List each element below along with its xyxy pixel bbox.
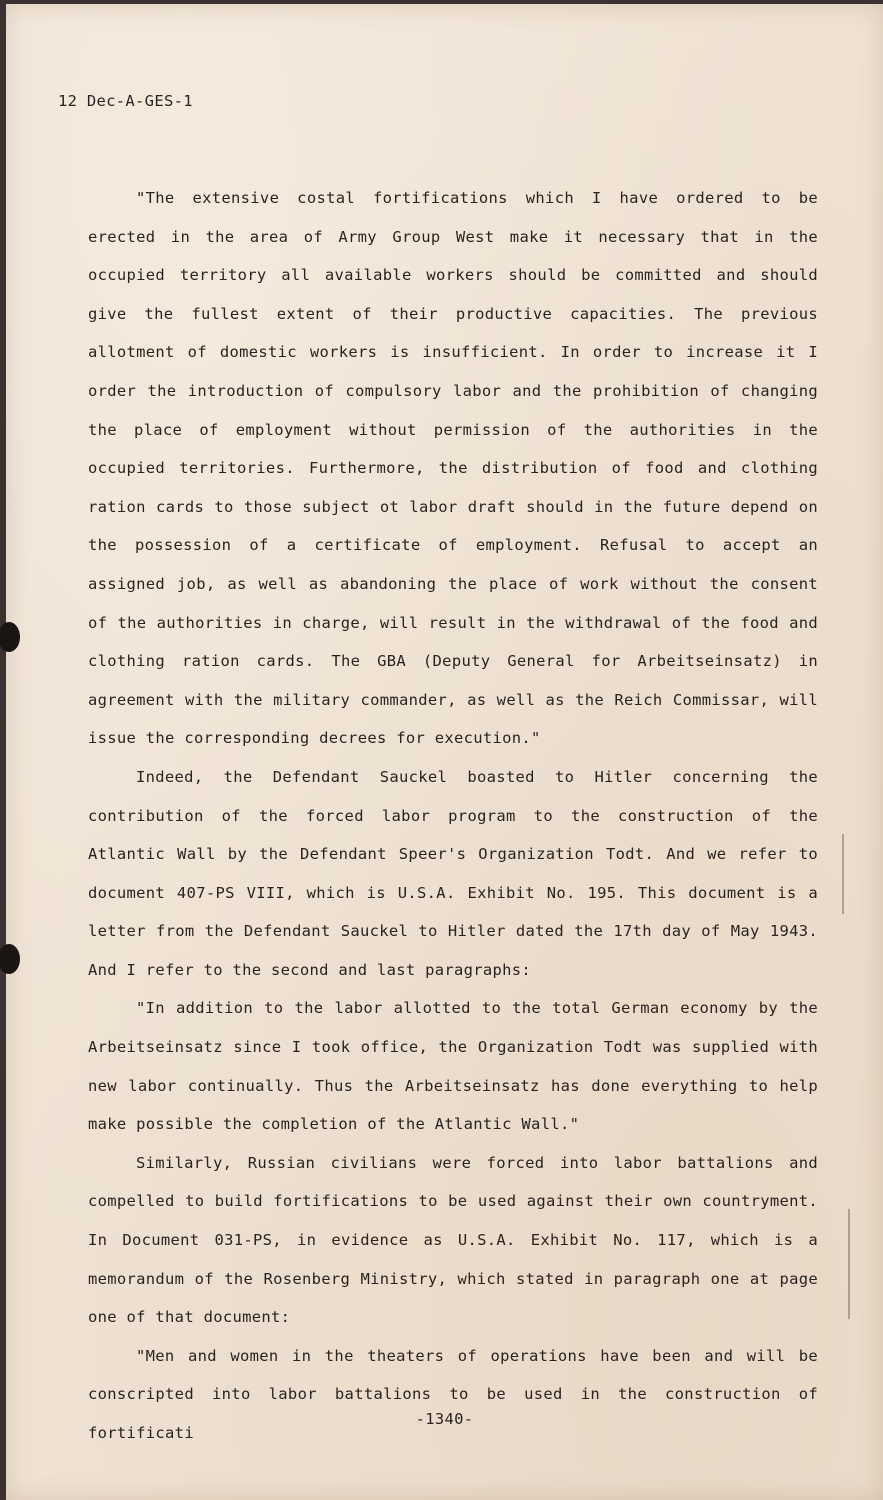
transcript-body bbox=[88, 179, 818, 1453]
quoted-memorandum-paragraph: "Men and women in the theaters of operations have been and will be conscripted into labor battalions to be used in the construction of fortificati bbox=[88, 1346, 818, 1442]
margin-mark bbox=[848, 1209, 850, 1319]
page-number: -1340- bbox=[415, 1410, 474, 1428]
sauckel-paragraph: Indeed, the Defendant Sauckel boasted to Hitler concerning the contribution of the forced labor program to the construction of the Atlantic Wall by the Defendant Speer's Organization Todt. And we refer to document 407-PS VIII, which is U.S.A. Exhibit No. 195. This document is a letter from the Defendant Sauckel to Hitler dated the 17th day of May 1943. And I refer to the second and last paragraphs: bbox=[88, 767, 818, 979]
quoted-order-paragraph: "The extensive costal fortifications which I have ordered to be erected in the area of Army Group West make it necessary that in the occupied territory all available workers should be committed and should give the fullest extent of their productive capacities. The previous allotment of domestic workers is insufficient. In order to increase it I order the introduction of compulsory labor and the prohibition of changing the place of employment without permission of the authorities in the occupied territories. Furthermore, the distribution of food and clothing ration cards to those subject ot labor draft should in the future depend on the possession of a certificate of employment. Refusal to accept an assigned job, as well as abandoning the place of work without the consent of the authorities in charge, will result in the withdrawal of the food and clothing ration cards. The GBA (Deputy General for Arbeitseinsatz) in agreement with the military commander, as well as the Reich Commissar, will issue the corresponding decrees for execution." bbox=[88, 189, 818, 748]
russian-civilians-paragraph: Similarly, Russian civilians were forced into labor battalions and compelled to build fortifications to be used against their own countryment. In Document 031-PS, in evidence as U.S.A. Exhibit No. 117, which is a memorandum of the Rosenberg Ministry, which stated in paragraph one at page one of that document: bbox=[88, 1153, 818, 1327]
document-reference: 12 Dec-A-GES-1 bbox=[58, 92, 193, 110]
document-page bbox=[6, 4, 883, 1500]
binder-hole-bottom bbox=[0, 944, 20, 974]
quoted-letter-paragraph: "In addition to the labor allotted to the total German economy by the Arbeitseinsatz since I took office, the Organization Todt was supplied with new labor continually. Thus the Arbeitseinsatz has done everything to help make possible the completion of the Atlantic Wall." bbox=[88, 999, 818, 1134]
binder-hole-top bbox=[0, 622, 20, 652]
margin-mark bbox=[842, 834, 844, 914]
